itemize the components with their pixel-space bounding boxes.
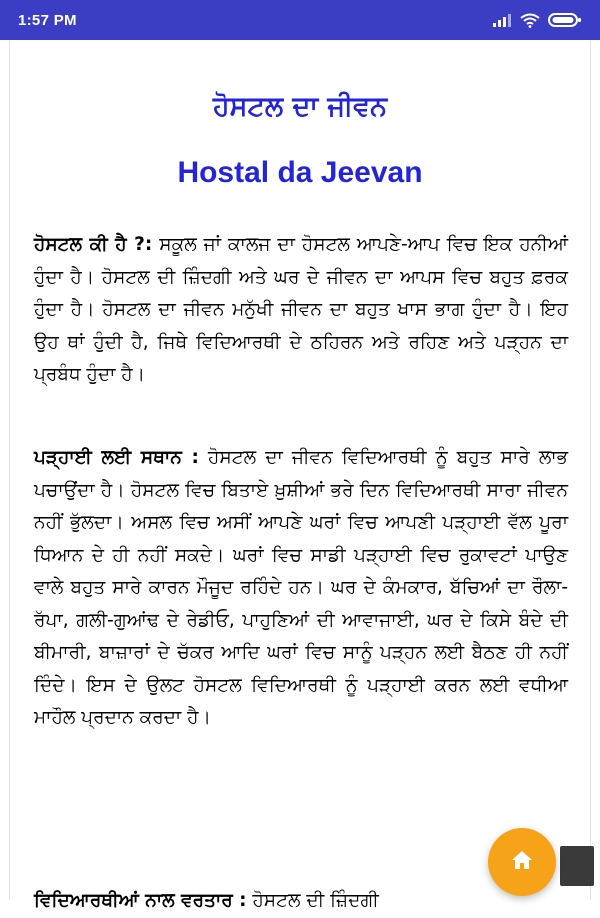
- section-body: ਹੋਸਟਲ ਦੀ ਜ਼ਿੰਦਗੀ: [246, 890, 379, 911]
- overlay-edge: [560, 846, 594, 886]
- signal-bars-icon: [492, 13, 512, 27]
- wifi-icon: [520, 13, 540, 28]
- home-button[interactable]: [488, 828, 556, 896]
- status-icons: [492, 12, 582, 28]
- section-body: ਹੋਸਟਲ ਦਾ ਜੀਵਨ ਵਿਦਿਆਰਥੀ ਨੂੰ ਬਹੁਤ ਸਾਰੇ ਲਾਭ ਪਚਾਉਂਦਾ ਹੈ। ਹੋਸਟਲ ਵਿਚ ਬਿਤਾਏ ਖ਼ੁਸ਼ੀਆਂ ਭਰੇ ਦਿਨ ਵਿਦਿਆਰਥੀ ਸਾਰਾ ਜੀਵਨ ਨਹੀਂ ਭੁੱਲਦਾ। ਅਸਲ ਵਿਚ ਅਸੀਂ ਆਪਣੇ ਘਰਾਂ ਵਿਚ ਆਪਣੀ ਪੜ੍ਹਾਈ ਵੱਲ ਪੂਰਾ ਧਿਆਨ ਦੇ ਹੀ ਨਹੀਂ ਸਕਦੇ। ਘਰਾਂ ਵਿਚ ਸਾਡੀ ਪੜ੍ਹਾਈ ਵਿਚ ਰੁਕਾਵਟਾਂ ਪਾਉਣ ਵਾਲੇ ਬਹੁਤ ਸਾਰੇ ਕਾਰਨ ਮੌਜੂਦ ਰਹਿੰਦੇ ਹਨ। ਘਰ ਦੇ ਕੰਮਕਾਰ, ਬੱਚਿਆਂ ਦਾ ਰੌਲਾ-ਰੱਪਾ, ਗਲੀ-ਗੁਆਂਢ ਦੇ ਰੇਡੀਓ, ਪਾਹੁਣਿਆਂ ਦੀ ਆਵਾਜਾਈ, ਘਰ ਦੇ ਕਿਸੇ ਬੰਦੇ ਦੀ ਬੀਮਾਰੀ, ਬਾਜ਼ਾਰਾਂ ਦੇ ਚੱਕਰ ਆਦਿ ਘਰਾਂ ਵਿਚ ਸਾਨੂੰ ਪੜ੍ਹਨ ਲਈ ਬੈਠਣ ਹੀ ਨਹੀਂ ਦਿੰਦੇ। ਇਸ ਦੇ ਉਲਟ ਹੋਸਟਲ ਵਿਦਿਆਰਥੀ ਨੂੰ ਪੜ੍ਹਾਈ ਕਰਨ ਲਈ ਵਧੀਆ ਮਾਹੌਲ ਪ੍ਰਦਾਨ ਕਰਦਾ ਹੈ।: [34, 447, 568, 728]
- section-body: ਸਕੂਲ ਜਾਂ ਕਾਲਜ ਦਾ ਹੋਸਟਲ ਆਪਣੇ-ਆਪ ਵਿਚ ਇਕ ਹਨੀਆਂ ਹੁੰਦਾ ਹੈ। ਹੋਸਟਲ ਦੀ ਜ਼ਿੰਦਗੀ ਅਤੇ ਘਰ ਦੇ ਜੀਵਨ ਦਾ ਆਪਸ ਵਿਚ ਬਹੁਤ ਫ਼ਰਕ ਹੁੰਦਾ ਹੈ। ਹੋਸਟਲ ਦਾ ਜੀਵਨ ਮਨੁੱਖੀ ਜੀਵਨ ਦਾ ਬਹੁਤ ਖਾਸ ਭਾਗ ਹੁੰਦਾ ਹੈ। ਇਹ ਉਹ ਥਾਂ ਹੁੰਦੀ ਹੈ, ਜਿਥੇ ਵਿਦਿਆਰਥੀ ਦੇ ਠਹਿਰਨ ਅਤੇ ਰਹਿਣ ਅਤੇ ਪੜ੍ਹਨ ਦਾ ਪ੍ਰਬੰਧ ਹੁੰਦਾ ਹੈ।: [34, 234, 569, 385]
- article-container: [10, 40, 590, 911]
- status-time: 1:57 PM: [18, 11, 77, 29]
- article-paragraph: [34, 885, 568, 918]
- battery-icon: [548, 12, 582, 28]
- home-icon: [510, 849, 534, 875]
- section-heading: ਪੜ੍ਹਾਈ ਲਈ ਸਥਾਨ :: [34, 447, 199, 468]
- section-heading: ਹੋਸਟਲ ਕੀ ਹੈ ?:: [34, 234, 153, 255]
- page-title-punjabi: ਹੋਸਟਲ ਦਾ ਜੀਵਨ: [212, 91, 388, 122]
- article-paragraph: [34, 442, 568, 735]
- page-title-latin: Hostal da Jeevan: [177, 156, 423, 189]
- section-heading: ਵਿਦਿਆਰਥੀਆਂ ਨਾਲ ਵਰਤਾਰ :: [34, 890, 247, 911]
- status-bar: [0, 0, 600, 40]
- article-paragraph: [34, 229, 568, 392]
